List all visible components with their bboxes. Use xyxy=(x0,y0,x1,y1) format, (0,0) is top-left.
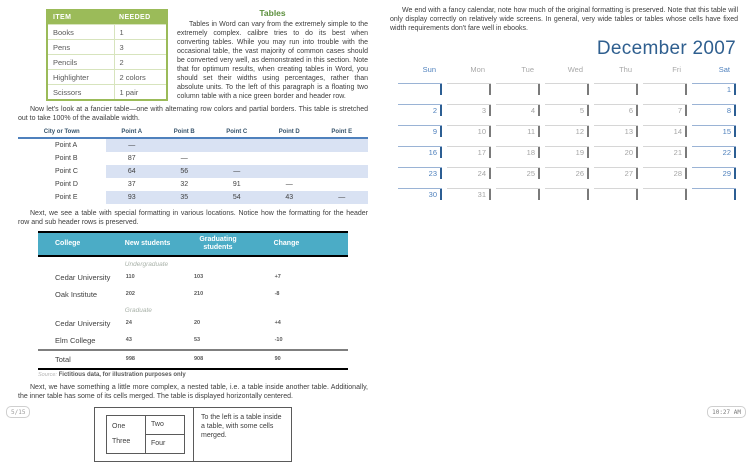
calendar-day-number: 22 xyxy=(722,148,731,157)
cell: Cedar University xyxy=(55,318,111,328)
calendar-day-cell xyxy=(594,125,638,138)
college-table-header-row xyxy=(38,232,348,256)
total-row xyxy=(38,350,348,369)
table-row xyxy=(47,25,167,40)
item-table-header-needed: NEEDED xyxy=(114,10,167,25)
cell: — xyxy=(285,180,293,188)
calendar-day-cell xyxy=(643,188,687,201)
calendar-day-number: 24 xyxy=(477,169,486,178)
table-row xyxy=(38,315,348,332)
cell: 110 xyxy=(125,274,135,280)
cell: Point E xyxy=(55,193,78,201)
calendar-day-cell xyxy=(398,125,442,138)
cell: Oak Institute xyxy=(55,289,98,299)
table-row xyxy=(38,286,348,303)
calendar-day-tick xyxy=(685,189,687,200)
cell: 1 pair xyxy=(114,85,167,101)
cell: 1 xyxy=(114,25,167,40)
cell: 64 xyxy=(106,165,159,178)
cell: 37 xyxy=(127,180,136,188)
calendar-day-cell xyxy=(496,104,540,117)
calendar-day-cell xyxy=(447,146,491,159)
calendar-day-cell xyxy=(545,167,589,180)
calendar-day-cell xyxy=(398,104,442,117)
calendar-day-cell xyxy=(692,125,736,138)
calendar-day-header: Mon xyxy=(470,65,485,74)
calendar-day-number: 11 xyxy=(527,127,535,136)
calendar-day-tick xyxy=(489,168,491,179)
cell: — xyxy=(316,191,369,204)
inner-cell-four: Four xyxy=(146,434,185,453)
cell xyxy=(211,138,264,152)
calendar-day-tick xyxy=(538,84,540,95)
calendar-day-header: Sun xyxy=(422,65,436,74)
cell: Point A xyxy=(55,141,78,149)
calendar-day-tick xyxy=(636,105,638,116)
special-formatting-paragraph: Next, we see a table with special formatting in various locations. Notice how the formatting for the header row and sub header rows is preserved. xyxy=(18,209,368,226)
page-indicator[interactable]: 5/15 xyxy=(6,406,30,418)
table-row xyxy=(47,85,167,101)
cell: Total xyxy=(38,350,125,369)
calendar-day-cell xyxy=(692,146,736,159)
table-row xyxy=(47,55,167,70)
item-needed-table xyxy=(46,9,168,101)
calendar-day-number: 7 xyxy=(677,106,682,115)
cell: 43 xyxy=(263,191,316,204)
calendar-intro-paragraph: We end with a fancy calendar, note how much of the original formatting is preserved. Note that this table will only display correctly on relatively wide screens. In general, very wide tables or tables whose cells have fixed width requirements don't fare well in ebooks. xyxy=(390,7,738,32)
cell: — xyxy=(211,165,264,178)
column-header: Point B xyxy=(158,127,211,138)
cell: 56 xyxy=(158,165,211,178)
column-header: Point E xyxy=(316,127,369,138)
calendar-day-tick xyxy=(538,105,540,116)
calendar-day-tick xyxy=(489,189,491,200)
points-table xyxy=(18,127,368,204)
calendar-day-tick xyxy=(440,84,442,95)
calendar-day-tick xyxy=(538,189,540,200)
nested-table-caption: To the left is a table inside a table, with some cells merged. xyxy=(201,413,282,439)
calendar-day-number: 9 xyxy=(432,127,437,136)
calendar-day-cell xyxy=(545,125,589,138)
cell xyxy=(263,138,316,152)
calendar-day-tick xyxy=(538,147,540,158)
table-row xyxy=(18,165,368,178)
calendar-day-tick xyxy=(636,84,638,95)
table-row xyxy=(38,269,348,286)
clock: 10:27 AM xyxy=(707,406,746,418)
calendar-day-cell xyxy=(545,146,589,159)
calendar-day-number: 1 xyxy=(726,85,731,94)
calendar-day-cell xyxy=(496,146,540,159)
calendar-day-number: 3 xyxy=(481,106,486,115)
cell: 998 xyxy=(125,350,193,369)
cell: 20 xyxy=(193,320,201,326)
cell: Scissors xyxy=(47,85,114,101)
calendar-day-number: 21 xyxy=(673,148,682,157)
calendar-day-number: 8 xyxy=(726,106,731,115)
calendar-day-cell xyxy=(643,167,687,180)
calendar-day-number: 6 xyxy=(628,106,633,115)
calendar-day-tick xyxy=(636,168,638,179)
cell xyxy=(263,165,316,178)
cell: Pens xyxy=(47,40,114,55)
table-row xyxy=(47,40,167,55)
inner-cell-three: Three xyxy=(112,438,131,445)
cell: 210 xyxy=(193,291,204,297)
calendar-day-number: 27 xyxy=(624,169,633,178)
calendar-day-cell xyxy=(496,83,540,96)
calendar-day-tick xyxy=(734,84,736,95)
calendar-day-tick xyxy=(440,147,442,158)
calendar-day-tick xyxy=(734,147,736,158)
calendar-day-cell xyxy=(643,146,687,159)
calendar-day-cell xyxy=(545,188,589,201)
calendar-day-cell xyxy=(447,125,491,138)
table-row xyxy=(38,332,348,350)
calendar-day-number: 30 xyxy=(428,190,437,199)
calendar-day-tick xyxy=(538,168,540,179)
calendar-day-number: 15 xyxy=(722,127,731,136)
column-header: Point C xyxy=(211,127,264,138)
cell xyxy=(38,256,125,269)
calendar-day-cell xyxy=(545,83,589,96)
cell: -10 xyxy=(274,337,283,343)
calendar-day-tick xyxy=(587,105,589,116)
calendar-day-tick xyxy=(685,126,687,137)
cell: 91 xyxy=(232,180,241,188)
calendar-day-number: 14 xyxy=(673,127,682,136)
left-page xyxy=(18,6,368,462)
nested-outer-table xyxy=(94,407,292,462)
calendar-day-tick xyxy=(538,126,540,137)
calendar-day-tick xyxy=(440,126,442,137)
calendar-day-cell xyxy=(447,104,491,117)
calendar-day-tick xyxy=(587,147,589,158)
cell: Cedar University xyxy=(55,272,111,282)
calendar-day-tick xyxy=(636,189,638,200)
cell: 2 colors xyxy=(114,70,167,85)
cell: 32 xyxy=(180,180,189,188)
calendar-day-tick xyxy=(587,84,589,95)
column-header: New students xyxy=(125,232,193,256)
calendar-day-tick xyxy=(489,126,491,137)
item-table-header-item: ITEM xyxy=(47,10,114,25)
calendar-day-cell xyxy=(545,104,589,117)
calendar-day-cell xyxy=(496,167,540,180)
calendar-day-number: 23 xyxy=(428,169,437,178)
calendar-day-cell xyxy=(692,188,736,201)
cell: 24 xyxy=(125,320,132,326)
calendar-day-cell xyxy=(594,104,638,117)
calendar-day-number: 19 xyxy=(575,148,584,157)
cell: Pencils xyxy=(47,55,114,70)
calendar-day-cell xyxy=(447,83,491,96)
cell xyxy=(38,303,125,315)
column-header xyxy=(193,232,274,256)
cell: 87 xyxy=(127,154,136,162)
cell: 90 xyxy=(274,350,348,369)
calendar-day-tick xyxy=(734,126,736,137)
calendar-title: December 2007 xyxy=(596,38,736,59)
cell xyxy=(316,152,369,165)
calendar-day-tick xyxy=(587,168,589,179)
calendar-day-cell xyxy=(594,188,638,201)
calendar-day-cell xyxy=(643,104,687,117)
calendar-day-cell xyxy=(398,83,442,96)
subheader-row xyxy=(38,303,348,315)
table-row xyxy=(18,178,368,191)
cell xyxy=(316,138,369,152)
calendar-day-tick xyxy=(734,189,736,200)
source-note xyxy=(38,372,368,378)
column-header: Change xyxy=(274,232,348,256)
column-header: Point A xyxy=(106,127,159,138)
cell: +4 xyxy=(274,320,281,326)
inner-cell-two: Two xyxy=(146,415,185,434)
nested-table-paragraph: Next, we have something a little more complex, a nested table, i.e. a table inside another table. Additionally, the inner table has some of its cells merged. The table is displayed horizontally centered. xyxy=(18,383,368,400)
cell xyxy=(316,178,369,191)
calendar-day-tick xyxy=(440,189,442,200)
source-note-label: Source: xyxy=(38,371,57,378)
nested-outer-left-cell xyxy=(95,408,194,461)
column-header: City or Town xyxy=(18,127,106,138)
inner-table-row xyxy=(107,415,185,434)
cell: +7 xyxy=(274,274,281,280)
calendar-day-cell xyxy=(594,83,638,96)
cell xyxy=(211,152,264,165)
calendar-day-cell xyxy=(643,83,687,96)
cell: Point D xyxy=(55,180,78,188)
calendar-day-number: 16 xyxy=(428,148,437,157)
calendar-day-tick xyxy=(734,168,736,179)
cell: 103 xyxy=(193,274,204,280)
calendar-day-header: Wed xyxy=(567,65,583,74)
calendar-day-number: 13 xyxy=(624,127,633,136)
calendar-day-tick xyxy=(685,105,687,116)
cell xyxy=(263,152,316,165)
calendar-day-cell xyxy=(594,146,638,159)
cell: 3 xyxy=(114,40,167,55)
calendar-day-number: 4 xyxy=(530,106,535,115)
calendar-day-cell xyxy=(398,146,442,159)
calendar-day-cell xyxy=(692,104,736,117)
subheader-label: Undergraduate xyxy=(124,260,169,268)
calendar-day-tick xyxy=(636,126,638,137)
calendar-day-number: 29 xyxy=(722,169,731,178)
cell: 2 xyxy=(114,55,167,70)
calendar-day-tick xyxy=(685,147,687,158)
calendar-day-tick xyxy=(587,126,589,137)
cell: Point B xyxy=(55,154,78,162)
table-row xyxy=(18,191,368,204)
cell: 54 xyxy=(211,191,264,204)
cell: — xyxy=(180,154,188,162)
calendar-day-cell xyxy=(398,167,442,180)
calendar-day-number: 25 xyxy=(526,169,535,178)
cell: 908 xyxy=(193,350,274,369)
calendar-day-tick xyxy=(636,147,638,158)
calendar-day-number: 18 xyxy=(526,148,535,157)
calendar-day-tick xyxy=(489,147,491,158)
inner-merged-cell xyxy=(107,415,146,453)
calendar-day-tick xyxy=(489,105,491,116)
calendar-day-number: 2 xyxy=(432,106,437,115)
calendar-day-tick xyxy=(685,84,687,95)
calendar-day-header: Thu xyxy=(619,65,632,74)
calendar-day-cell xyxy=(447,167,491,180)
calendar-day-header: Sat xyxy=(718,65,730,74)
calendar-day-cell xyxy=(594,167,638,180)
calendar-day-cell xyxy=(398,188,442,201)
right-page xyxy=(390,6,738,201)
calendar-day-header: Tue xyxy=(521,65,534,74)
calendar-day-header: Fri xyxy=(672,65,681,74)
section-heading: Tables xyxy=(259,8,286,18)
inner-cell-one: One xyxy=(112,423,126,430)
fancier-table-paragraph: Now let's look at a fancier table—one with alternating row colors and partial borders. This table is stretched out to take 100% of the available width. xyxy=(18,106,368,122)
cell: 35 xyxy=(158,191,211,204)
calendar-day-cell xyxy=(447,188,491,201)
calendar-day-tick xyxy=(685,168,687,179)
cell: Highlighter xyxy=(47,70,114,85)
cell: 43 xyxy=(125,337,132,343)
calendar-day-number: 28 xyxy=(673,169,682,178)
cell xyxy=(158,138,211,152)
calendar-day-number: 20 xyxy=(624,148,633,157)
cell: Point C xyxy=(55,167,78,175)
cell xyxy=(316,165,369,178)
calendar-day-cell xyxy=(643,125,687,138)
calendar-day-tick xyxy=(440,168,442,179)
calendar-day-cell xyxy=(496,125,540,138)
calendar-day-number: 17 xyxy=(477,148,486,157)
points-table-header-row xyxy=(18,127,368,138)
calendar-day-tick xyxy=(440,105,442,116)
college-table xyxy=(38,231,348,370)
source-note-text: Fictitious data, for illustration purposes only xyxy=(58,371,186,378)
column-header-text: Graduating students xyxy=(199,235,237,251)
calendar-day-number: 31 xyxy=(477,190,486,199)
intro-paragraph: Tables in Word can vary from the extremely simple to the extremely complex. calibre tries to do its best when converting tables. While you may run into trouble with the occasional table, the vast majority of common cases should be converted very well, as demonstrated in this section. Note that for optimum results, when creating tables in Word, you should set their widths using percentages, rather than absolute units. To the left of this paragraph is a floating two column table with a nice green border and header row. xyxy=(177,21,368,100)
calendar-day-cell xyxy=(496,188,540,201)
calendar-day-number: 10 xyxy=(477,127,486,136)
calendar-day-tick xyxy=(734,105,736,116)
calendar-day-number: 26 xyxy=(575,169,584,178)
table-row xyxy=(18,152,368,165)
cell: 93 xyxy=(106,191,159,204)
cell: Books xyxy=(47,25,114,40)
calendar-day-number: 5 xyxy=(579,106,584,115)
table-row xyxy=(18,138,368,152)
calendar xyxy=(398,65,736,201)
cell: 53 xyxy=(193,337,201,343)
table-row xyxy=(47,70,167,85)
cell: — xyxy=(106,138,159,152)
subheader-row xyxy=(38,256,348,269)
inner-table xyxy=(106,415,185,454)
item-table-header-row xyxy=(47,10,167,25)
calendar-day-cell xyxy=(692,83,736,96)
calendar-day-tick xyxy=(489,84,491,95)
cell: 202 xyxy=(125,291,135,297)
cell: Elm College xyxy=(55,335,96,345)
column-header: Point D xyxy=(263,127,316,138)
calendar-day-number: 12 xyxy=(575,127,584,136)
cell: -8 xyxy=(274,291,280,297)
calendar-day-tick xyxy=(587,189,589,200)
subheader-label: Graduate xyxy=(124,306,152,314)
calendar-day-cell xyxy=(692,167,736,180)
column-header: College xyxy=(38,232,125,256)
